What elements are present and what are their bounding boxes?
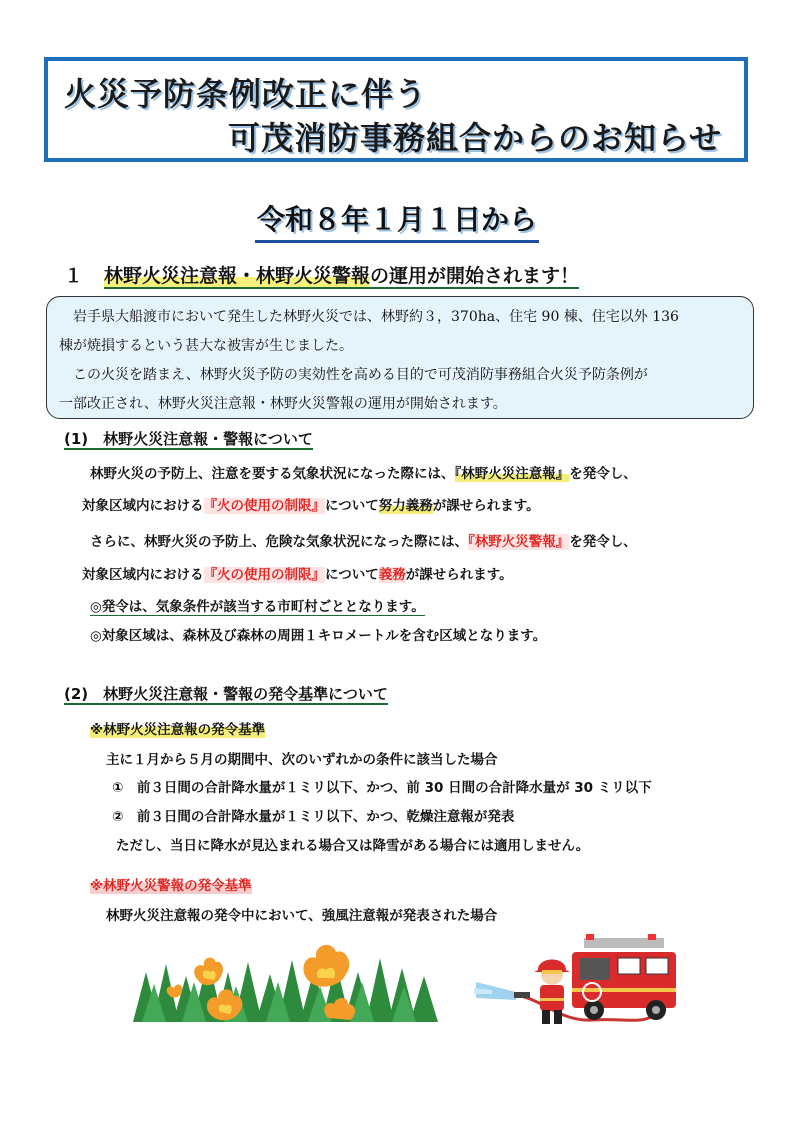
sub1-l4e: が課せられます。 [405,567,513,583]
sub1-label: (1) 林野火災注意報・警報について [64,430,313,448]
sub1-l3c: を発令し、 [569,534,637,550]
sub1-l2d: 努力義務 [378,498,433,514]
intro-p2b: 一部改正され、林野火災注意報・林野火災警報の運用が開始されます。 [59,396,507,412]
title-line1: 火災予防条例改正に伴う [64,75,428,113]
sub1-l4d: 義務 [378,567,406,583]
sub1-l4a: 対象区域内における [82,567,204,583]
forest-fire-illustration [128,932,446,1024]
sub1-heading [64,428,313,449]
sub2-heading [64,683,388,704]
intro-p1a: 岩手県大船渡市において発生した林野火災では、林野約３，370ha、住宅 90 棟、住宅以外 136 [59,309,679,325]
sub1-n1: ◎発令は、気象条件が該当する市町村ごととなります。 [90,599,425,615]
intro-p2a: この火災を踏まえ、林野火災予防の実効性を高める目的で可茂消防事務組合火災予防条例が [59,367,648,383]
sub1-n2: ◎対象区域は、森林及び森林の周囲１キロメートルを含む区域となります。 [90,628,547,644]
sub1-note1 [90,595,425,615]
warning-criteria-heading: ※林野火災警報の発令基準 [90,874,252,894]
firefighter-firetruck-illustration [472,930,692,1030]
sub1-l1c: を発令し、 [569,466,637,482]
sub1-l4b: 『火の使用の制限』 [203,567,325,583]
sub1-line2 [82,494,540,514]
sub1-l3b: 『林野火災警報』 [468,534,570,550]
sub1-line3 [90,530,637,550]
sub1-l1a: 林野火災の予防上、注意を要する気象状況になった際には、 [90,466,455,482]
criteria-1: ① 前３日間の合計降水量が１ミリ以下、かつ、前 30 日間の合計降水量が 30 ミリ以下 [112,780,652,796]
intro-box [46,296,754,419]
sub1-l3a: さらに、林野火災の予防上、危険な気象状況になった際には、 [90,534,468,550]
sub1-line1 [90,462,637,482]
section1-heading [64,261,579,288]
section1-highlight: 林野火災注意報・林野火災警報 [104,265,371,287]
section1-number: １ [64,265,84,287]
title-line2: 可茂消防事務組合からのお知らせ [228,119,723,157]
criteria-note: ただし、当日に降水が見込まれる場合又は降雪がある場合には適用しません。 [116,838,590,854]
sub1-l2b: 『火の使用の制限』 [203,498,325,514]
sub1-line4 [82,563,513,583]
sub1-l2e: が課せられます。 [432,498,540,514]
sub1-l2c: について [325,498,379,514]
caution-criteria-heading: ※林野火災注意報の発令基準 [90,718,265,738]
sub1-l1b: 『林野火災注意報』 [454,466,570,482]
intro-p1b: 棟が焼損するという甚大な被害が生じました。 [59,338,353,354]
sub1-l2a: 対象区域内における [82,498,204,514]
sub2-label: (2) 林野火災注意報・警報の発令基準について [64,685,388,703]
warning-criteria-1: 林野火災注意報の発令中において、強風注意報が発表された場合 [106,908,498,924]
title-box [44,57,748,162]
criteria-2: ② 前３日間の合計降水量が１ミリ以下、かつ、乾燥注意報が発表 [112,809,515,825]
sub1-l4c: について [325,567,379,583]
date-heading-text: 令和８年１月１日から [255,203,539,243]
criteria-intro: 主に１月から５月の期間中、次のいずれかの条件に該当した場合 [106,752,498,768]
date-heading [0,198,794,238]
section1-rest: の運用が開始されます！ [370,265,580,287]
sub1-note2 [90,624,546,644]
